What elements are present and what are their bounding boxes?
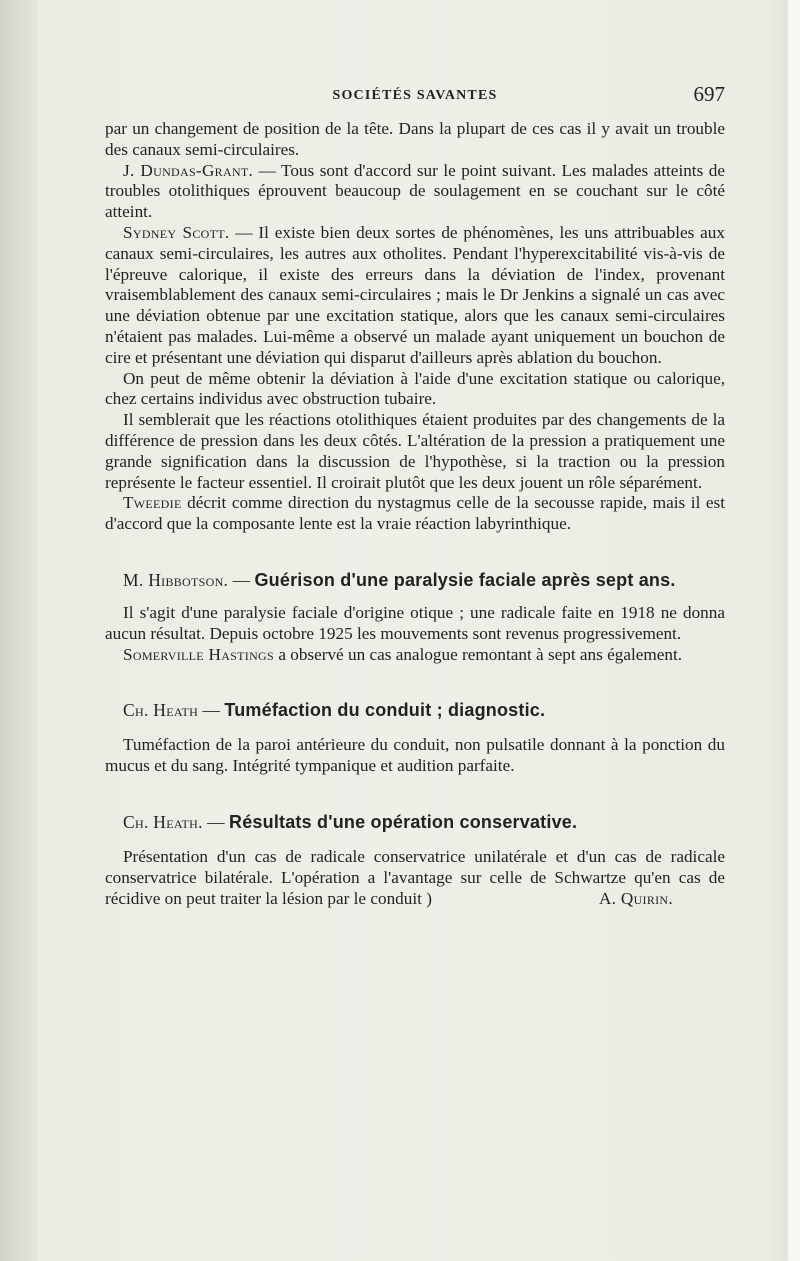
section-author: Ch. Heath. xyxy=(123,811,203,832)
spacer xyxy=(105,833,725,847)
section-title: Tuméfaction du conduit ; diagnostic. xyxy=(224,700,546,721)
spacer xyxy=(105,591,725,603)
section-author: Ch. Heath xyxy=(123,700,199,721)
paragraph-tumefaction: Tuméfaction de la paroi antérieure du conduit, non pulsatile donnant à la ponction du mucus et du sang. Intégrité tympanique et audition parfaite. xyxy=(105,735,725,776)
heading-dash: — xyxy=(228,569,255,590)
heading-dash: — xyxy=(202,811,230,832)
paragraph-static-excitation: On peut de même obtenir la déviation à l'aide d'une excitation statique ou calorique, chez certains individus avec obstruction tubaire. xyxy=(105,368,725,409)
speaker-name: Sydney Scott. xyxy=(123,222,230,242)
section-heading-hibbotson xyxy=(105,569,725,591)
paragraph-text: — Il existe bien deux sortes de phénomènes, les uns attribuables aux canaux semi-circulaires, les autres aux otholites. Pendant l'hyperexcitabilité vis-à-vis de l'épreuve calorique, il existe des erreurs dans la déviation de l'index, provenant vraisemblablement des canaux semi-circulaires ; mais le Dr Jenkins a signalé un cas avec une déviation obtenue par une excitation statique, alors que les canaux semi-circulaires n'étaient pas malades. Lui-même a observé un malade ayant uniquement un bouchon de cire et présentant une déviation qui disparut d'ailleurs après ablation du bouchon. xyxy=(105,222,725,367)
page-left-shadow xyxy=(0,0,38,1261)
section-author: M. Hibbotson. xyxy=(123,569,229,590)
page-number: 697 xyxy=(693,82,725,106)
speaker-name: Somerville Hastings xyxy=(123,644,275,664)
paragraph-sydney-scott xyxy=(105,223,725,369)
paragraph-text: décrit comme direction du nystagmus celle de la secousse rapide, mais il est d'accord que la composante lente est la vraie réaction labyrinthique. xyxy=(105,493,725,534)
spacer xyxy=(105,777,725,811)
page-header xyxy=(105,80,725,110)
section-title: Guérison d'une paralysie faciale après sept ans. xyxy=(254,569,676,590)
speaker-name: Tweedie xyxy=(123,493,182,513)
spacer xyxy=(105,665,725,699)
paragraph-continuation: par un changement de position de la tête. Dans la plupart de ces cas il y avait un trouble des canaux semi-circulaires. xyxy=(105,119,725,159)
paragraph-text: Présentation d'un cas de radicale conservatrice unilatérale et d'un cas de radicale conservatrice bilatérale. L'opération a l'avantage sur celle de Schwartze qu'en cas de récidive on peut traiter la lésion par le conduit ) xyxy=(105,846,725,908)
paragraph-tweedie xyxy=(105,493,725,535)
speaker-name: J. Dundas-Grant. xyxy=(123,160,254,180)
paragraph-text: — Tous sont d'accord sur le point suivant. Les malades atteints de troubles otolithiques éprouvent beaucoup de soulagement en se couchant sur le côté atteint. xyxy=(105,160,725,222)
spacer xyxy=(105,721,725,735)
article-body xyxy=(105,119,725,909)
paragraph-facial-paralysis: Il s'agit d'une paralysie faciale d'origine otique ; une radicale faite en 1918 ne donna aucun résultat. Depuis octobre 1925 les mouvements sont revenus progressivement. xyxy=(105,602,725,643)
author-signature: A. Quirin. xyxy=(598,888,673,908)
paragraph-conservative-operation xyxy=(105,847,725,909)
paragraph-otolithic-reactions: Il semblerait que les réactions otolithiques étaient produites par des changements de la différence de pression dans les deux côtés. L'altération de la pression a pratiquement une grande signification dans la discussion de l'hypothèse, si la traction ou la pression représente le facteur essentiel. Il croirait plutôt que les deux jouent un rôle séparément. xyxy=(105,410,725,492)
paragraph-somerville-hastings xyxy=(105,645,725,666)
page-right-margin xyxy=(788,0,800,1261)
spacer xyxy=(105,535,725,569)
running-title: SOCIÉTÉS SAVANTES xyxy=(332,88,498,103)
section-title: Résultats d'une opération conservative. xyxy=(229,811,578,832)
heading-dash: — xyxy=(198,700,225,721)
paragraph-dundas-grant xyxy=(105,161,725,223)
section-heading-heath-1 xyxy=(105,699,725,721)
section-heading-heath-2 xyxy=(105,811,725,833)
paragraph-text: a observé un cas analogue remontant à sept ans également. xyxy=(274,644,683,664)
